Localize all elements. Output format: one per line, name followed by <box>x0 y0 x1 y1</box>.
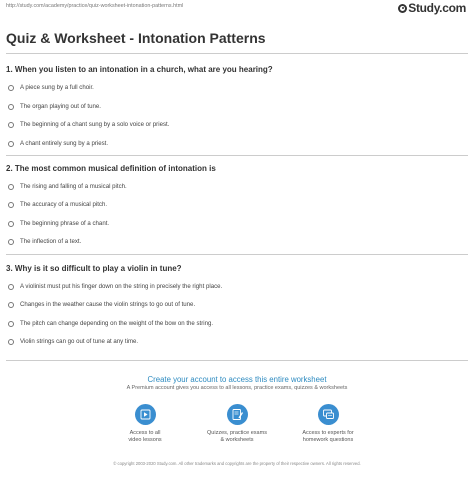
option-label: Violin strings can go out of tune at any time. <box>20 338 139 345</box>
question-divider <box>6 254 468 255</box>
radio-icon[interactable] <box>8 321 14 327</box>
feature-label-line2: video lessons <box>128 437 162 443</box>
radio-icon[interactable] <box>8 239 14 245</box>
option-label: The pitch can change depending on the weight of the bow on the string. <box>20 320 214 327</box>
radio-icon[interactable] <box>8 339 14 345</box>
option-label: Changes in the weather cause the violin strings to go out of tune. <box>20 301 196 308</box>
option-label: The accuracy of a musical pitch. <box>20 201 108 208</box>
q1-option-1[interactable] <box>8 84 94 91</box>
header-bar <box>0 0 474 14</box>
q1-option-2[interactable] <box>8 103 101 110</box>
q1-option-3[interactable] <box>8 121 169 128</box>
feature-label-line2: homework questions <box>302 437 354 443</box>
radio-icon[interactable] <box>8 184 14 190</box>
page-url[interactable]: http://study.com/academy/practice/quiz-worksheet-intonation-patterns.html <box>6 3 184 9</box>
radio-icon[interactable] <box>8 85 14 91</box>
q3-option-1[interactable] <box>8 283 222 290</box>
radio-icon[interactable] <box>8 221 14 227</box>
option-label: A violinist must put his finger down on the string in precisely the right place. <box>20 283 223 290</box>
premium-description: A Premium account gives you access to all lessons, practice exams, quizzes & worksheets <box>126 385 348 391</box>
copyright-notice: © copyright 2003-2020 Study.com. All other trademarks and copyrights are the property of their respective owners. All rights reserved. <box>113 461 361 466</box>
radio-icon[interactable] <box>8 104 14 110</box>
study-logo[interactable] <box>398 1 466 15</box>
logo-mark-icon <box>398 4 407 13</box>
feature-experts <box>283 404 373 444</box>
q1-option-4[interactable] <box>8 140 108 147</box>
q2-option-4[interactable] <box>8 238 81 245</box>
q3-option-2[interactable] <box>8 301 195 308</box>
option-label: The beginning phrase of a chant. <box>20 220 110 227</box>
q3-option-3[interactable] <box>8 320 213 327</box>
feature-video-lessons <box>100 404 190 444</box>
option-label: The organ playing out of tune. <box>20 103 101 110</box>
title-divider <box>6 53 468 54</box>
expert-chat-icon <box>318 404 339 425</box>
quiz-pencil-icon <box>227 404 248 425</box>
question-1-text: 1. When you listen to an intonation in a church, what are you hearing? <box>6 65 273 74</box>
option-label: The rising and falling of a musical pitch. <box>20 183 127 190</box>
question-2-text: 2. The most common musical definition of intonation is <box>6 164 216 173</box>
feature-label-line2: & worksheets <box>220 437 254 443</box>
option-label: The inflection of a text. <box>20 238 82 245</box>
feature-quizzes <box>192 404 282 444</box>
logo-text: Study.com <box>408 1 466 15</box>
q2-option-2[interactable] <box>8 201 107 208</box>
video-play-icon <box>135 404 156 425</box>
q2-option-3[interactable] <box>8 220 109 227</box>
feature-label-line1: Quizzes, practice exams <box>207 430 267 436</box>
radio-icon[interactable] <box>8 141 14 147</box>
feature-label-line1: Access to experts for <box>302 430 354 436</box>
radio-icon[interactable] <box>8 122 14 128</box>
radio-icon[interactable] <box>8 202 14 208</box>
q3-option-4[interactable] <box>8 338 138 345</box>
question-divider <box>6 155 468 156</box>
page-title: Quiz & Worksheet - Intonation Patterns <box>6 30 266 46</box>
option-label: A chant entirely sung by a priest. <box>20 140 109 147</box>
radio-icon[interactable] <box>8 284 14 290</box>
option-label: The beginning of a chant sung by a solo voice or priest. <box>20 121 170 128</box>
question-divider <box>6 360 468 361</box>
question-3-text: 3. Why is it so difficult to play a violin in tune? <box>6 264 182 273</box>
create-account-link[interactable]: Create your account to access this entire worksheet <box>147 375 327 384</box>
feature-label-line1: Access to all <box>129 430 161 436</box>
option-label: A piece sung by a full choir. <box>20 84 94 91</box>
radio-icon[interactable] <box>8 302 14 308</box>
q2-option-1[interactable] <box>8 183 127 190</box>
